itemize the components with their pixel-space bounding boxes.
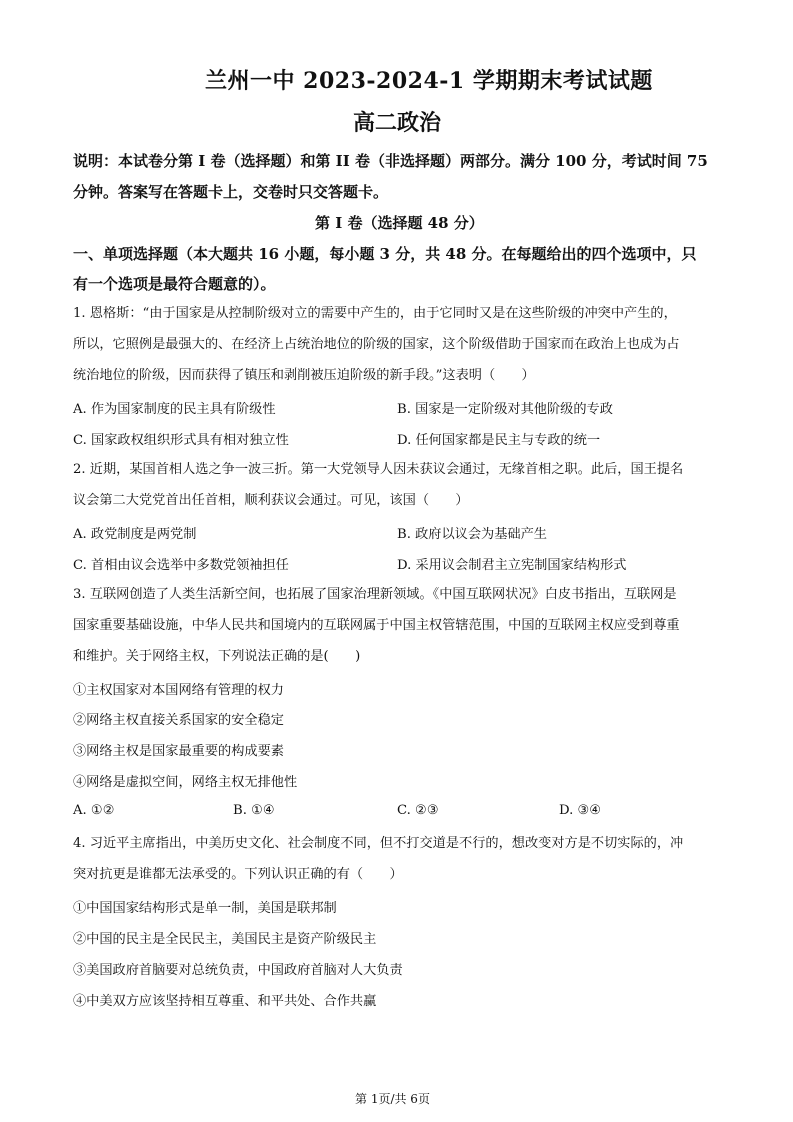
section-title: 第 I 卷（选择题 48 分） [315,214,484,232]
question-3-statement-1: ①主权国家对本国网络有管理的权力 [73,683,284,698]
question-2-option-c: C. 首相由议会选举中多数党领袖担任 [73,558,289,573]
question-3-statement-4: ④网络是虚拟空间，网络主权无排他性 [73,775,298,790]
question-2-line-1: 2. 近期，某国首相人选之争一波三折。第一大党领导人因未获议会通过，无缘首相之职。此后，国王提名 [73,462,684,477]
page-number: 第 1页/共 6页 [355,1092,430,1106]
instructions-line-1: 说明：本试卷分第 I 卷（选择题）和第 II 卷（非选择题）两部分。满分 100 分，考试时间 75 [73,152,708,170]
question-4-statement-4: ④中美双方应该坚持相互尊重、和平共处、合作共赢 [73,994,377,1009]
question-2-option-b: B. 政府以议会为基础产生 [397,527,547,542]
question-1-option-b: B. 国家是一定阶级对其他阶级的专政 [397,402,613,417]
question-3-option-c: C. ②③ [397,803,439,818]
question-3-line-1: 3. 互联网创造了人类生活新空间，也拓展了国家治理新领域。《中国互联网状况》白皮书指出，互联网是 [73,587,677,602]
question-1-line-2: 所以，它照例是最强大的、在经济上占统治地位的阶级的国家，这个阶级借助于国家而在政治上也成为占 [73,337,680,352]
section-heading-line-1: 一、单项选择题（本大题共 16 小题，每小题 3 分，共 48 分。在每题给出的四个选项中，只 [73,245,697,263]
question-1-option-c: C. 国家政权组织形式具有相对独立性 [73,433,289,448]
question-4-statement-1: ①中国国家结构形式是单一制，美国是联邦制 [73,901,337,916]
question-2-option-a: A. 政党制度是两党制 [73,527,197,542]
question-1-line-3: 统治地位的阶级，因而获得了镇压和剥削被压迫阶级的新手段。”这表明（ ） [73,368,535,383]
question-2-line-2: 议会第二大党党首出任首相，顺利获议会通过。可见，该国（ ） [73,493,469,508]
question-3-line-2: 国家重要基础设施，中华人民共和国境内的互联网属于中国主权管辖范围，中国的互联网主权应受到尊重 [73,618,680,633]
question-3-statement-3: ③网络主权是国家最重要的构成要素 [73,744,284,759]
exam-title: 兰州一中 2023-2024-1 学期期末考试试题 [205,68,653,94]
section-heading-line-2: 有一个选项是最符合题意的）。 [73,275,276,293]
question-1-option-d: D. 任何国家都是民主与专政的统一 [397,433,601,448]
question-4-line-2: 突对抗更是谁都无法承受的。下列认识正确的有（ ） [73,867,403,882]
question-4-line-1: 4. 习近平主席指出，中美历史文化、社会制度不同，但不打交道是不行的，想改变对方是不切实际的，冲 [73,836,684,851]
question-4-statement-2: ②中国的民主是全民民主，美国民主是资产阶级民主 [73,932,377,947]
question-3-statement-2: ②网络主权直接关系国家的安全稳定 [73,713,284,728]
question-1-line-1: 1. 恩格斯：“由于国家是从控制阶级对立的需要中产生的，由于它同时又是在这些阶级的冲突中产生的， [73,306,677,321]
question-4-statement-3: ③美国政府首脑要对总统负责，中国政府首脑对人大负责 [73,963,403,978]
question-3-option-b: B. ①④ [233,803,275,818]
question-3-option-d: D. ③④ [559,803,602,818]
question-3-option-a: A. ①② [73,803,115,818]
question-3-line-3: 和维护。关于网络主权，下列说法正确的是( ) [73,649,361,664]
instructions-line-2: 分钟。答案写在答题卡上，交卷时只交答题卡。 [73,183,389,201]
question-1-option-a: A. 作为国家制度的民主具有阶级性 [73,402,276,417]
question-2-option-d: D. 采用议会制君主立宪制国家结构形式 [397,558,627,573]
exam-subject: 高二政治 [353,110,442,136]
